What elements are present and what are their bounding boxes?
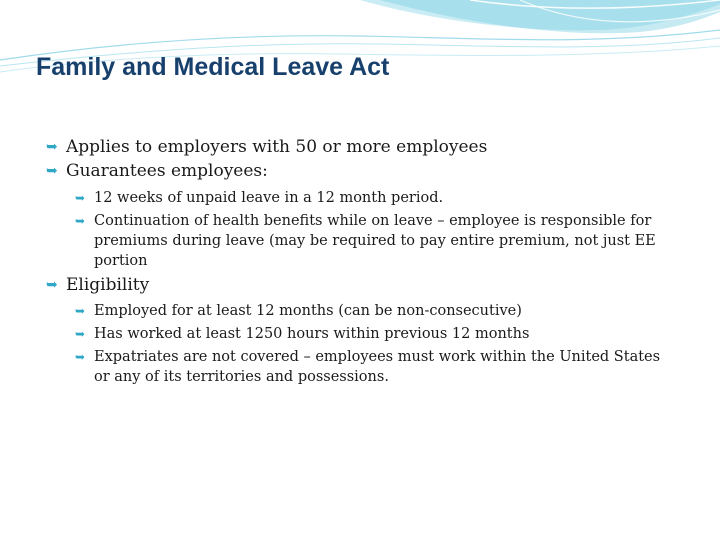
arrow-bullet-icon: ➥ xyxy=(75,304,86,318)
bullet-level2 xyxy=(75,347,665,387)
bullet-level2 xyxy=(75,324,665,344)
arrow-bullet-icon: ➥ xyxy=(75,191,86,205)
bullet-text: Continuation of health benefits while on leave – employee is responsible for premiums during leave (may be required to pay entire premium, not just EE portion xyxy=(94,213,656,269)
bullet-text: Guarantees employees: xyxy=(66,161,268,181)
bullet-level2 xyxy=(75,211,665,271)
bullet-level2 xyxy=(75,188,665,208)
bullet-level1 xyxy=(46,135,487,159)
bullet-text: Expatriates are not covered – employees must work within the United States or any of its territories and possessions. xyxy=(94,349,661,385)
arrow-bullet-icon: ➥ xyxy=(46,277,58,293)
arrow-bullet-icon: ➥ xyxy=(75,350,86,364)
bullet-text: Employed for at least 12 months (can be non-consecutive) xyxy=(94,303,522,319)
arrow-bullet-icon: ➥ xyxy=(46,163,58,179)
arrow-bullet-icon: ➥ xyxy=(46,139,58,155)
bullet-level2 xyxy=(75,301,665,321)
slide-title: Family and Medical Leave Act xyxy=(36,53,390,81)
arrow-bullet-icon: ➥ xyxy=(75,327,86,341)
bullet-text: Has worked at least 1250 hours within previous 12 months xyxy=(94,326,530,342)
bullet-text: Eligibility xyxy=(66,275,150,295)
bullet-text: 12 weeks of unpaid leave in a 12 month period. xyxy=(94,190,444,206)
bullet-text: Applies to employers with 50 or more employees xyxy=(66,137,488,157)
arrow-bullet-icon: ➥ xyxy=(75,214,86,228)
bullet-level1 xyxy=(46,273,149,297)
bullet-level1 xyxy=(46,159,268,183)
